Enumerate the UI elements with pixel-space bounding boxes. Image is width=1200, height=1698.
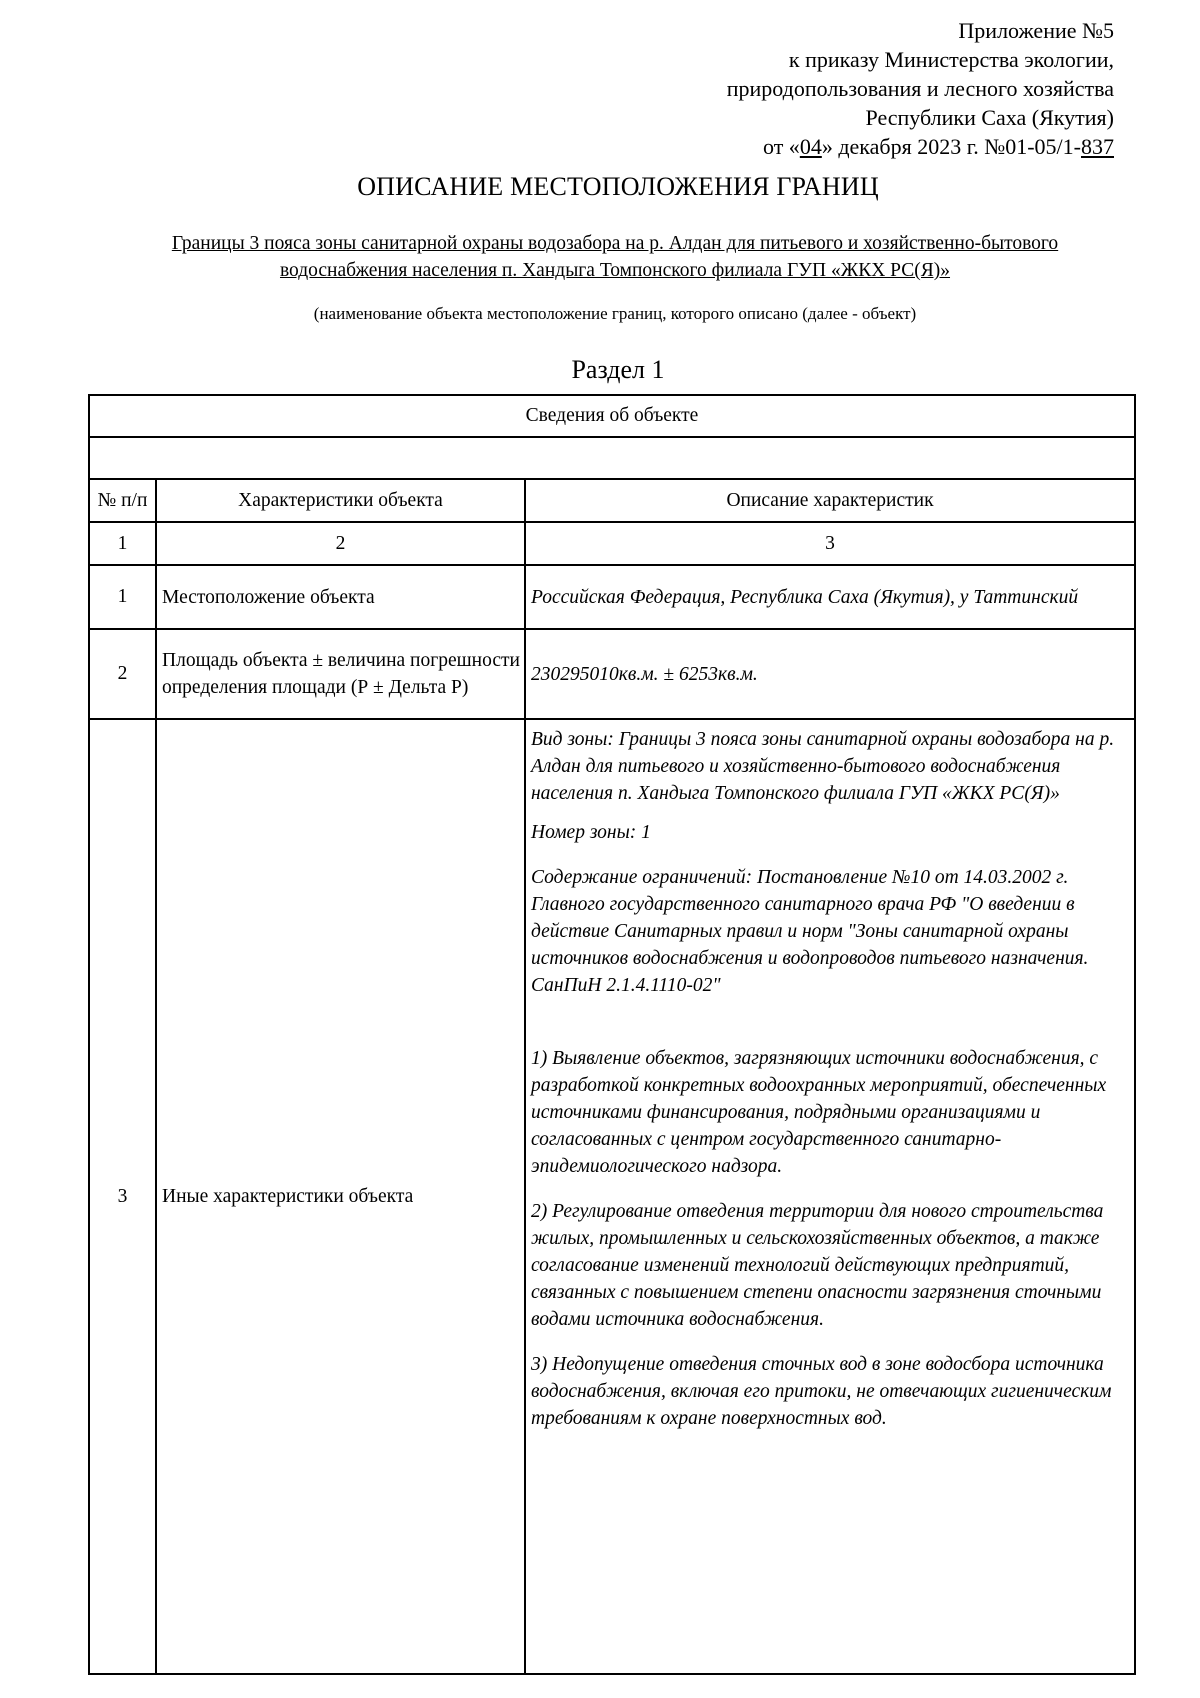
row-characteristic: Местоположение объекта bbox=[156, 565, 525, 629]
row-characteristic: Иные характеристики объекта bbox=[156, 719, 525, 1674]
appendix-number: Приложение №5 bbox=[958, 18, 1114, 43]
appendix-header bbox=[727, 16, 1114, 161]
header-description: Описание характеристик bbox=[525, 479, 1135, 522]
table-blank-row bbox=[89, 437, 1135, 479]
appendix-ministry: природопользования и лесного хозяйства bbox=[726, 76, 1114, 101]
table-column-number-row bbox=[89, 522, 1135, 565]
restriction-item-2: 2) Регулирование отведения территории для нового строительства жилых, промышленных и сельскохозяйственных объектов, а также согласование изменений технологий действующих предприятий, связанных с повышением степени опасности загрязнения сточными водами источника водоснабжения. bbox=[531, 1201, 1104, 1330]
row-number: 2 bbox=[89, 629, 156, 719]
table-caption-row bbox=[89, 395, 1135, 437]
zone-number: Номер зоны: 1 bbox=[531, 822, 651, 843]
table-caption: Сведения об объекте bbox=[89, 395, 1135, 437]
column-number-2: 2 bbox=[156, 522, 525, 565]
section-title: Раздел 1 bbox=[571, 355, 665, 384]
row-number: 3 bbox=[89, 719, 156, 1674]
table-row bbox=[89, 629, 1135, 719]
header-characteristic: Характеристики объекта bbox=[156, 479, 525, 522]
date-day: 04 bbox=[799, 134, 822, 159]
appendix-order-ref: к приказу Министерства экологии, bbox=[788, 47, 1114, 72]
row-description: Российская Федерация, Республика Саха (Якутия), у Таттинский bbox=[525, 565, 1135, 629]
table-row bbox=[89, 719, 1135, 1674]
row-characteristic: Площадь объекта ± величина погрешности определения площади (Р ± Дельта Р) bbox=[156, 629, 525, 719]
order-number: 837 bbox=[1081, 134, 1114, 159]
restriction-item-3: 3) Недопущение отведения сточных вод в зоне водосбора источника водоснабжения, включая его притоки, не отвечающих гигиеническим требованиям к охране поверхностных вод. bbox=[531, 1354, 1112, 1429]
row-description: 230295010кв.м. ± 6253кв.м. bbox=[525, 629, 1135, 719]
date-middle: » декабря 2023 г. №01-05/1- bbox=[821, 134, 1081, 159]
column-number-1: 1 bbox=[89, 522, 156, 565]
date-prefix: от « bbox=[762, 134, 800, 159]
restriction-item-1: 1) Выявление объектов, загрязняющих источники водоснабжения, с разработкой конкретных водоохранных мероприятий, обеспеченных источниками финансирования, подрядными организациями и согласованных с центром государственного санитарно-эпидемиологического надзора. bbox=[531, 1048, 1107, 1177]
appendix-republic: Республики Саха (Якутия) bbox=[865, 105, 1114, 130]
object-name-note: (наименование объекта местоположение границ, которого описано (далее - объект) bbox=[313, 304, 917, 323]
object-name bbox=[90, 230, 1140, 284]
object-name-line-2: водоснабжения населения п. Хандыга Томпонского филиала ГУП «ЖКХ РС(Я)» bbox=[279, 260, 951, 281]
table-row bbox=[89, 565, 1135, 629]
row-description bbox=[525, 719, 1135, 1674]
object-name-line-1: Границы 3 пояса зоны санитарной охраны водозабора на р. Алдан для питьевого и хозяйственно-бытового bbox=[171, 233, 1059, 254]
object-info-table bbox=[88, 394, 1136, 1675]
table-header-row bbox=[89, 479, 1135, 522]
appendix-date-line bbox=[727, 132, 1114, 161]
restrictions-content: Содержание ограничений: Постановление №10 от 14.03.2002 г. Главного государственного санитарного врача РФ "О введении в действие Санитарных правил и норм "Зоны санитарной охраны источников водоснабжения и водопроводов питьевого назначения. СанПиН 2.1.4.1110-02" bbox=[531, 867, 1089, 996]
document-title: ОПИСАНИЕ МЕСТОПОЛОЖЕНИЯ ГРАНИЦ bbox=[357, 172, 879, 201]
header-number: № п/п bbox=[89, 479, 156, 522]
row-number: 1 bbox=[89, 565, 156, 629]
zone-type: Вид зоны: Границы 3 пояса зоны санитарной охраны водозабора на р. Алдан для питьевого и хозяйственно-бытового водоснабжения населения п. Хандыга Томпонского филиала ГУП «ЖКХ РС(Я)» bbox=[531, 729, 1115, 804]
column-number-3: 3 bbox=[525, 522, 1135, 565]
